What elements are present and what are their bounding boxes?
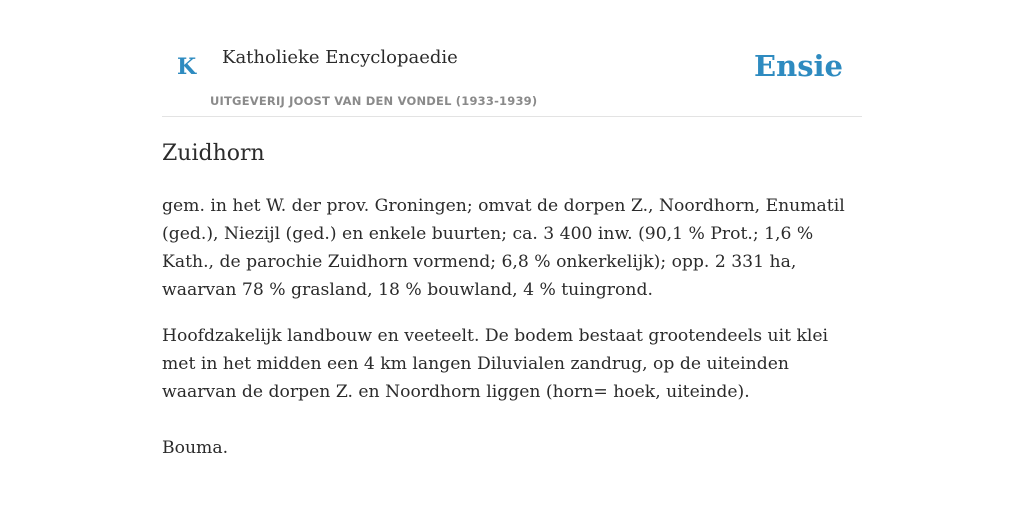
ensie-logo-link[interactable]: Ensie: [754, 49, 843, 83]
article-title: Zuidhorn: [162, 141, 265, 166]
encyclopedia-logo-link[interactable]: K: [177, 54, 197, 80]
page: [162, 0, 862, 512]
publisher-subtitle: UITGEVERIJ JOOST VAN DEN VONDEL (1933-1939): [210, 94, 538, 108]
header: [162, 0, 862, 117]
article-author: Bouma.: [162, 438, 229, 458]
article-body: [162, 192, 862, 480]
article-paragraph-1: gem. in het W. der prov. Groningen; omvat de dorpen Z., Noordhorn, Enumatil (ged.), Niezijl (ged.) en enkele buurten; ca. 3 400 inw. (90,1 % Prot.; 1,6 % Kath., de parochie Zuidhorn vormend; 6,8 % onkerkelijk); opp. 2 331 ha, waarvan 78 % grasland, 18 % bouwland, 4 % tuingrond.: [162, 196, 845, 300]
encyclopedia-title[interactable]: Katholieke Encyclopaedie: [222, 47, 458, 68]
article-paragraph-2: Hoofdzakelijk landbouw en veeteelt. De bodem bestaat grootendeels uit klei met in het midden een 4 km langen Diluvialen zandrug, op de uiteinden waarvan de dorpen Z. en Noordhorn liggen (horn= hoek, uiteinde).: [162, 326, 829, 402]
